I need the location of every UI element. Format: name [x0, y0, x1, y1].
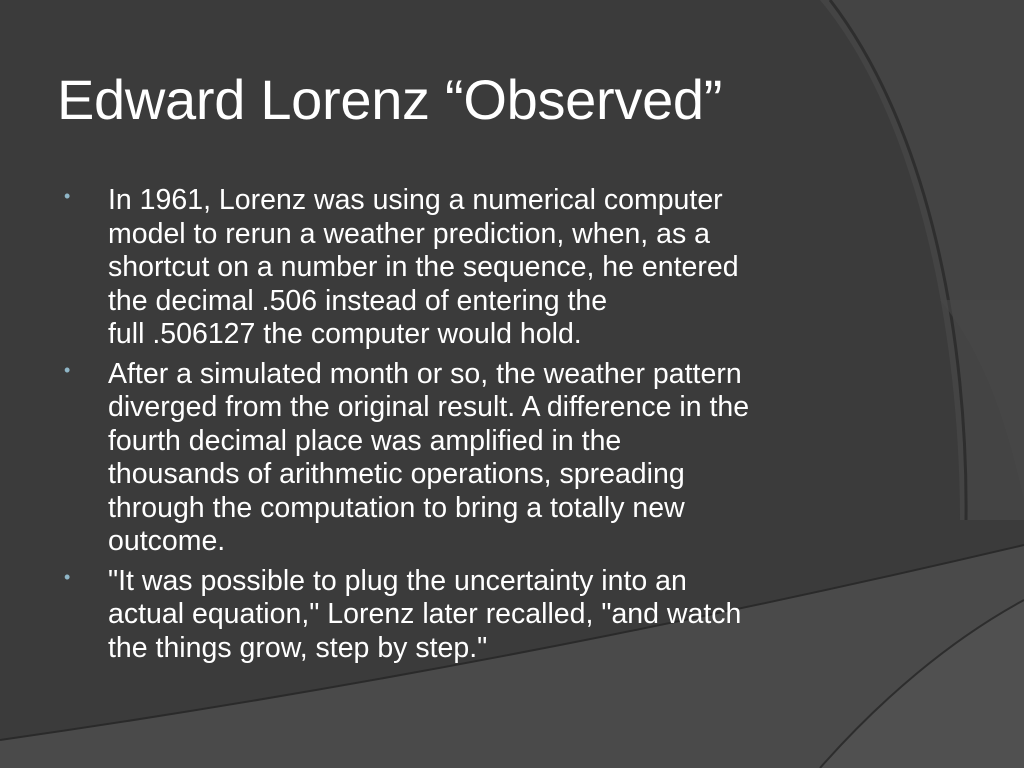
bullet-line: actual equation," Lorenz later recalled, "and watch: [108, 598, 742, 630]
bullet-icon: •: [64, 566, 71, 587]
bullet-item: [60, 358, 890, 559]
bullet-line: shortcut on a number in the sequence, he entered: [108, 251, 739, 283]
bullet-icon: •: [64, 359, 71, 380]
bullet-item: [60, 184, 890, 352]
bullet-line: through the computation to bring a totally new: [108, 491, 685, 524]
bullet-line: model to rerun a weather prediction, when, as a: [108, 217, 711, 250]
bullet-line: the decimal .506 instead of entering the: [108, 284, 608, 317]
bullet-line: In 1961, Lorenz was using a numerical computer: [108, 184, 723, 216]
bullet-line: fourth decimal place was amplified in the: [108, 424, 622, 457]
bullet-line: "It was possible to plug the uncertainty into an: [108, 564, 687, 597]
bullet-list: [60, 184, 890, 671]
bullet-line: the things grow, step by step.": [108, 631, 488, 664]
bullet-line: outcome.: [108, 525, 226, 557]
slide-title: Edward Lorenz “Observed”: [57, 68, 723, 131]
bullet-line: full .506127 the computer would hold.: [108, 318, 582, 350]
bullet-icon: •: [64, 186, 71, 206]
bullet-item: [60, 565, 890, 666]
bullet-line: thousands of arithmetic operations, spreading: [108, 458, 685, 490]
bullet-line: diverged from the original result. A difference in the: [108, 391, 750, 423]
bullet-line: After a simulated month or so, the weather pattern: [108, 357, 742, 390]
